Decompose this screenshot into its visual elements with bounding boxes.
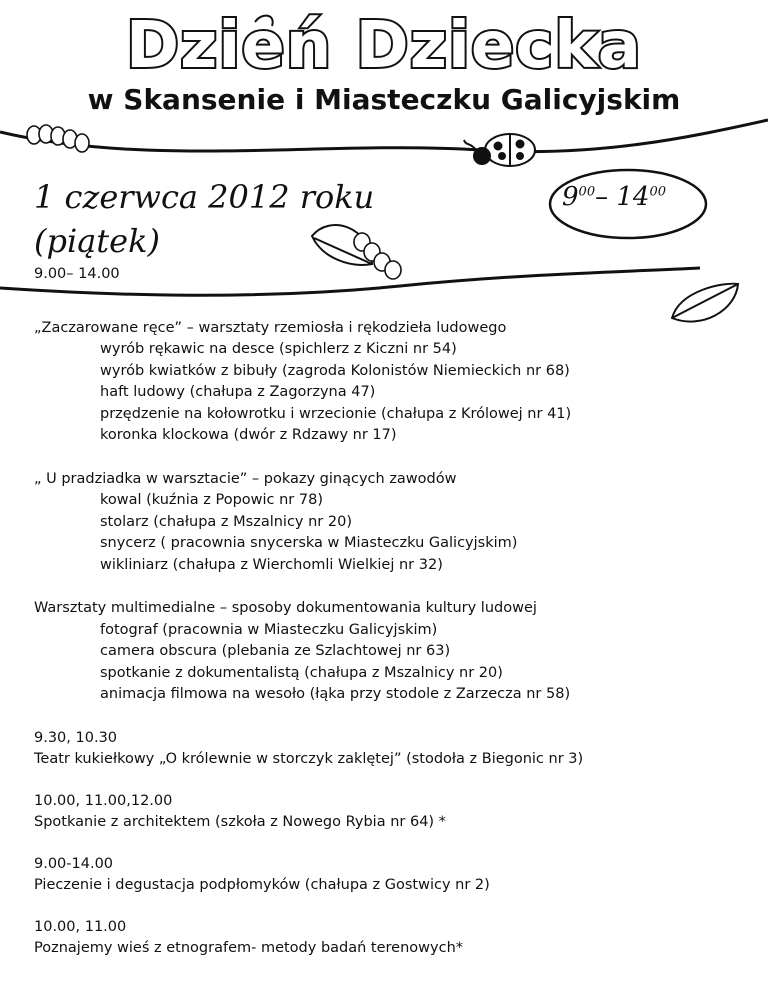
event-time: 9.00-14.00: [34, 855, 114, 872]
badge-start-hour: 9: [562, 182, 579, 212]
event-architect: [34, 791, 749, 834]
list-item: kowal (kuźnia z Popowic nr 78): [100, 492, 323, 508]
list-item: wyrób kwiatków z bibuły (zagroda Kolonistów Niemieckich nr 68): [100, 362, 570, 379]
event-ethnographer: [34, 917, 749, 960]
event-desc: Spotkanie z architektem (szkoła z Nowego Rybia nr 64) *: [34, 814, 446, 830]
program-content: [34, 264, 749, 960]
event-desc: Teatr kukiełkowy „O królewnie w storczyk zaklętej” (stodoła z Biegonic nr 3): [34, 751, 584, 767]
list-item: animacja filmowa na wesoło (łąka przy stodole z Zarzecza nr 58): [100, 686, 571, 702]
event-desc: Pieczenie i degustacja podpłomyków (chałupa z Gostwicy nr 2): [34, 877, 490, 893]
date-weekday: (piątek): [34, 222, 160, 260]
section-crafts: [34, 469, 749, 577]
section-workshops: [34, 318, 749, 447]
time-badge: [562, 182, 666, 212]
list-item: snycerz ( pracownia snycerska w Miasteczku Galicyjskim): [100, 535, 518, 551]
list-item: camera obscura (plebania ze Szlachtowej nr 63): [100, 643, 451, 659]
list-item: przędzenie na kołowrotku i wrzecionie (chałupa z Królowej nr 41): [100, 405, 572, 422]
header-swoosh: [0, 120, 768, 152]
date-line: 1 czerwca 2012 roku: [34, 178, 375, 216]
badge-start-min: 00: [578, 184, 596, 200]
poster-subtitle: w Skansenie i Miasteczku Galicyjskim: [87, 83, 681, 116]
event-puppet-theatre: [34, 728, 749, 771]
list-item: wikliniarz (chałupa z Wierchomli Wielkiej nr 32): [100, 556, 443, 573]
badge-sep: –: [595, 182, 617, 212]
event-baking: [34, 854, 749, 897]
event-desc: Poznajemy wieś z etnografem- metody badań terenowych*: [34, 940, 464, 956]
section-heading: Warsztaty multimedialne – sposoby dokumentowania kultury ludowej: [34, 600, 537, 616]
list-item: spotkanie z dokumentalistą (chałupa z Mszalnicy nr 20): [100, 664, 503, 681]
program-time: 9.00– 14.00: [34, 266, 120, 282]
event-time: 10.00, 11.00,12.00: [34, 792, 173, 809]
list-item: stolarz (chałupa z Mszalnicy nr 20): [100, 513, 352, 530]
event-date: [34, 175, 504, 263]
poster-title: Dzień Dziecka: [126, 9, 642, 83]
section-heading: „Zaczarowane ręce” – warsztaty rzemiosła i rękodzieła ludowego: [34, 319, 507, 336]
list-item: wyrób rękawic na desce (spichlerz z Kiczni nr 54): [100, 341, 457, 357]
list-item: haft ludowy (chałupa z Zagorzyna 47): [100, 384, 376, 400]
section-multimedia: [34, 598, 749, 706]
event-time: 9.30, 10.30: [34, 729, 118, 746]
section-heading: „ U pradziadka w warsztacie” – pokazy ginących zawodów: [34, 470, 457, 487]
event-time: 10.00, 11.00: [34, 918, 127, 935]
list-item: koronka klockowa (dwór z Rdzawy nr 17): [100, 427, 397, 443]
caterpillar-icon: [27, 125, 89, 152]
badge-end-min: 00: [649, 184, 666, 200]
badge-end-hour: 14: [616, 182, 650, 212]
list-item: fotograf (pracownia w Miasteczku Galicyjskim): [100, 621, 438, 638]
